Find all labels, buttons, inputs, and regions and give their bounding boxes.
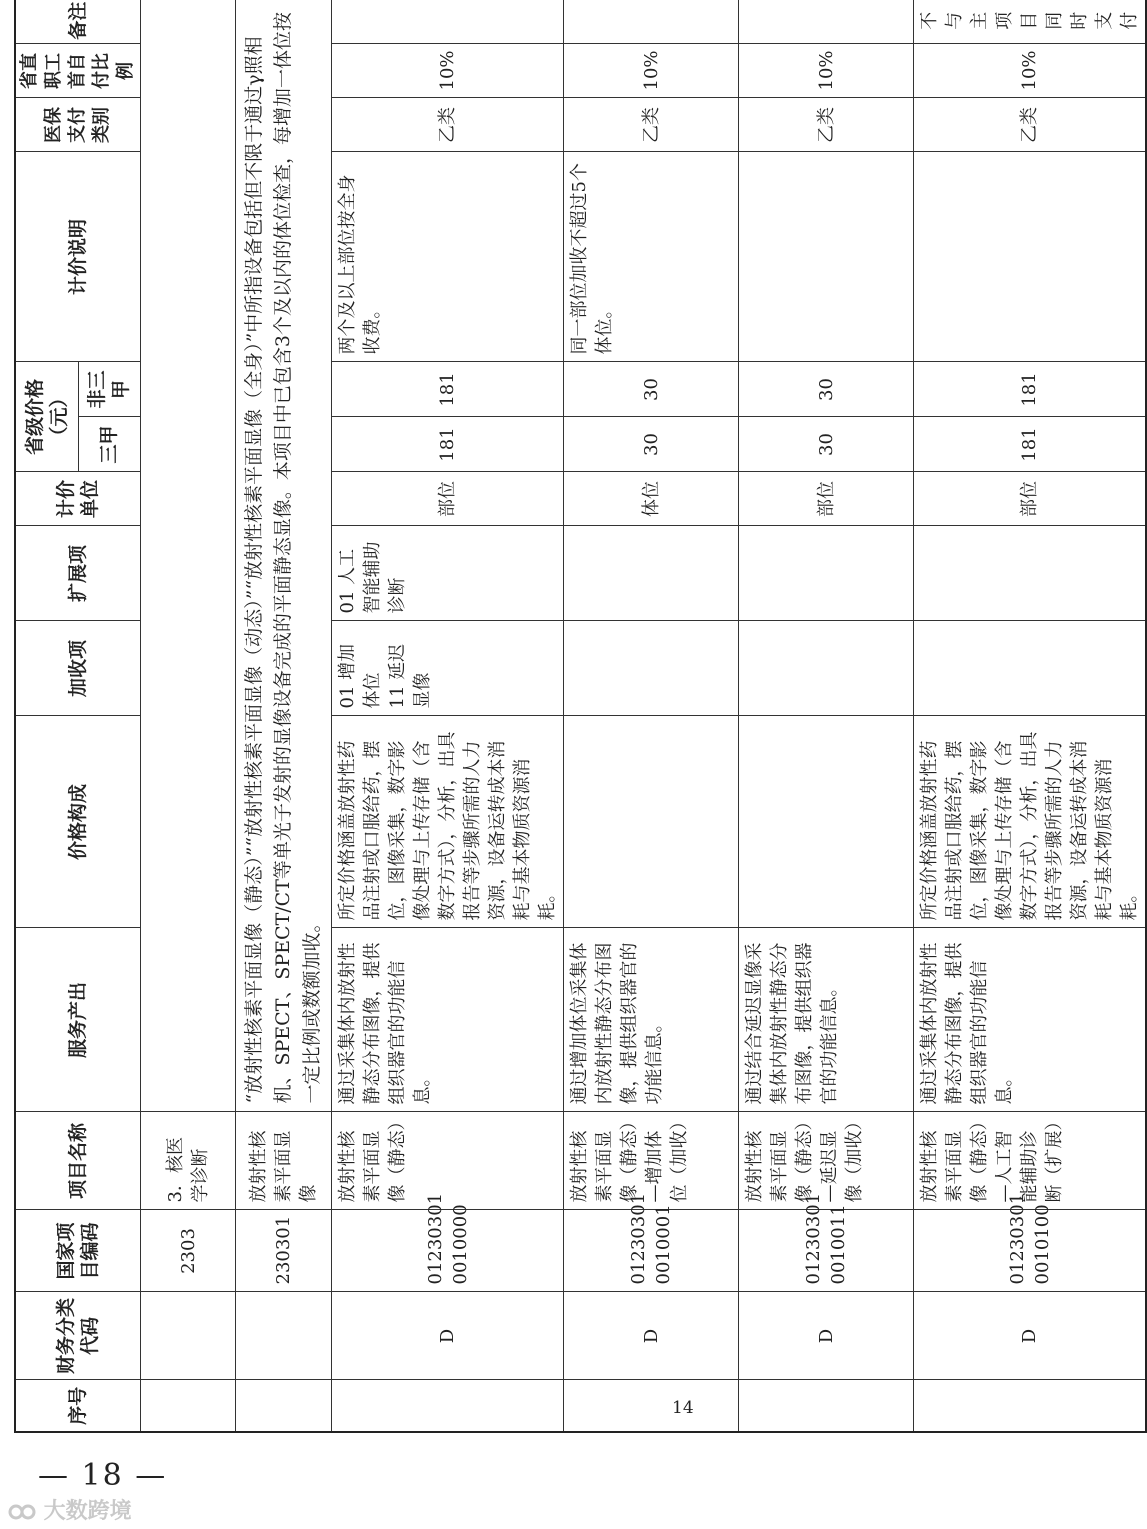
inner-page-number: 14 — [672, 1398, 694, 1418]
row-project-name: 放射性核素平面显像（静态） — [332, 1112, 564, 1210]
table-row — [739, 0, 914, 1432]
row-service-output: 通过采集体内放射性静态分布图像，提供组织器官的功能信息。 — [332, 928, 564, 1112]
row-extension — [914, 526, 1147, 621]
row-insurance: 乙类 — [739, 98, 914, 152]
row-unit: 部位 — [914, 472, 1147, 526]
row-national-code: 01230301 0010011 — [739, 1210, 914, 1292]
header-service-output: 服务产出 — [15, 928, 141, 1112]
row-finance-code: D — [739, 1292, 914, 1380]
row-price-composition: 所定价格涵盖放射性药品注射或口服给药，摆位，图像采集，数字影像处理与上传存储（含数字方式），分析，出具报告等步骤所需的人力资源，设备运转成本消耗与基本物质资源消耗。 — [914, 716, 1147, 928]
row-price-composition: 所定价格涵盖放射性药品注射或口服给药，摆位，图像采集，数字影像处理与上传存储（含数字方式），分析，出具报告等步骤所需的人力资源，设备运转成本消耗与基本物质资源消耗。 — [332, 716, 564, 928]
row-pricing-note — [739, 152, 914, 362]
row-ratio: 10% — [739, 44, 914, 98]
row-insurance: 乙类 — [914, 98, 1147, 152]
row-surcharge — [564, 621, 739, 716]
row-insurance: 乙类 — [564, 98, 739, 152]
header-grade-non-a3: 非三甲 — [78, 362, 140, 417]
row-unit: 体位 — [564, 472, 739, 526]
price-table-page — [14, 1, 1140, 1433]
table-row — [914, 0, 1147, 1432]
row-ratio: 10% — [332, 44, 564, 98]
row-pricing-note: 两个及以上部位按全身收费。 — [332, 152, 564, 362]
table-row — [564, 0, 739, 1432]
category-row — [141, 0, 236, 1432]
header-seq: 序号 — [15, 1380, 141, 1432]
row-price-non-a3: 181 — [332, 362, 564, 417]
row-project-name: 放射性核素平面显像（静态）—延迟显像（加收） — [739, 1112, 914, 1210]
row-price-a3: 181 — [914, 417, 1147, 472]
row-ratio: 10% — [564, 44, 739, 98]
row-price-composition — [564, 716, 739, 928]
table-row — [332, 0, 564, 1432]
row-national-code: 01230301 0010000 — [332, 1210, 564, 1292]
header-finance-code: 财务分类代码 — [15, 1292, 141, 1380]
row-service-output: 通过增加体位采集体内放射性静态分布图像，提供组织器官的功能信息。 — [564, 928, 739, 1112]
row-project-name: 放射性核素平面显像（静态）—增加体位（加收） — [564, 1112, 739, 1210]
row-price-a3: 30 — [564, 417, 739, 472]
header-remark: 备注 — [15, 0, 141, 44]
row-service-output: 通过结合延迟显像采集体内放射性静态分布图像，提供组织器官的功能信息。 — [739, 928, 914, 1112]
watermark-logo-icon — [8, 1501, 36, 1523]
row-price-a3: 30 — [739, 417, 914, 472]
header-project-name: 项目名称 — [15, 1112, 141, 1210]
row-price-a3: 181 — [332, 417, 564, 472]
header-pricing-note: 计价说明 — [15, 152, 141, 362]
header-employee-ratio: 省直职工首自付比例 — [15, 44, 141, 98]
group-row — [236, 0, 332, 1432]
row-price-composition — [739, 716, 914, 928]
category-code: 2303 — [141, 1210, 236, 1292]
watermark — [8, 1494, 132, 1525]
header-surcharge: 加收项 — [15, 621, 141, 716]
group-description: “放射性核素平面显像（静态）”“放射性核素平面显像（动态）”“放射性核素平面显像（全身）”中所指设备包括但不限于通过γ照相机、SPECT、SPECT/CT等单光子发射的显像设备完成的平面静态显像。本项目中已包含3个及以内的体位检查，每增加一体位按一定比例或数额加收。 — [236, 0, 332, 1112]
header-insurance-category: 医保支付类别 — [15, 98, 141, 152]
header-national-code: 国家项目编码 — [15, 1210, 141, 1292]
header-provincial-price: 省级价格（元） — [15, 362, 78, 472]
group-code: 230301 — [236, 1210, 332, 1292]
row-extension: 01 人工智能辅助诊断 — [332, 526, 564, 621]
row-unit: 部位 — [332, 472, 564, 526]
row-remark — [564, 0, 739, 44]
row-remark — [739, 0, 914, 44]
row-national-code: 01230301 0010100 — [914, 1210, 1147, 1292]
row-price-non-a3: 181 — [914, 362, 1147, 417]
category-name: 3．核医学诊断 — [141, 1112, 236, 1210]
row-extension — [564, 526, 739, 621]
watermark-text: 大数跨境 — [43, 1499, 132, 1524]
rotated-table-wrapper — [14, 1, 1140, 1433]
row-pricing-note: 同一部位加收不超过5个体位。 — [564, 152, 739, 362]
row-finance-code: D — [564, 1292, 739, 1380]
header-grade-a3: 三甲 — [78, 417, 140, 472]
group-name: 放射性核素平面显像 — [236, 1112, 332, 1210]
row-service-output: 通过采集体内放射性静态分布图像，提供组织器官的功能信息。 — [914, 928, 1147, 1112]
page-number: — 18 — — [38, 1458, 168, 1493]
header-extension: 扩展项 — [15, 526, 141, 621]
row-project-name: 放射性核素平面显像（静态）—人工智能辅助诊断（扩展） — [914, 1112, 1147, 1210]
header-unit: 计价单位 — [15, 472, 141, 526]
row-price-non-a3: 30 — [739, 362, 914, 417]
row-remark — [332, 0, 564, 44]
row-price-non-a3: 30 — [564, 362, 739, 417]
row-pricing-note — [914, 152, 1147, 362]
price-table — [14, 0, 1147, 1433]
row-finance-code: D — [914, 1292, 1147, 1380]
row-surcharge: 01 增加体位 11 延迟显像 — [332, 621, 564, 716]
row-surcharge — [739, 621, 914, 716]
row-extension — [739, 526, 914, 621]
row-unit: 部位 — [739, 472, 914, 526]
header-price-composition: 价格构成 — [15, 716, 141, 928]
row-ratio: 10% — [914, 44, 1147, 98]
row-finance-code: D — [332, 1292, 564, 1380]
row-remark: 不与主项目同时支付 — [914, 0, 1147, 44]
row-insurance: 乙类 — [332, 98, 564, 152]
row-surcharge — [914, 621, 1147, 716]
header-row — [15, 0, 78, 1432]
row-national-code: 01230301 0010001 — [564, 1210, 739, 1292]
